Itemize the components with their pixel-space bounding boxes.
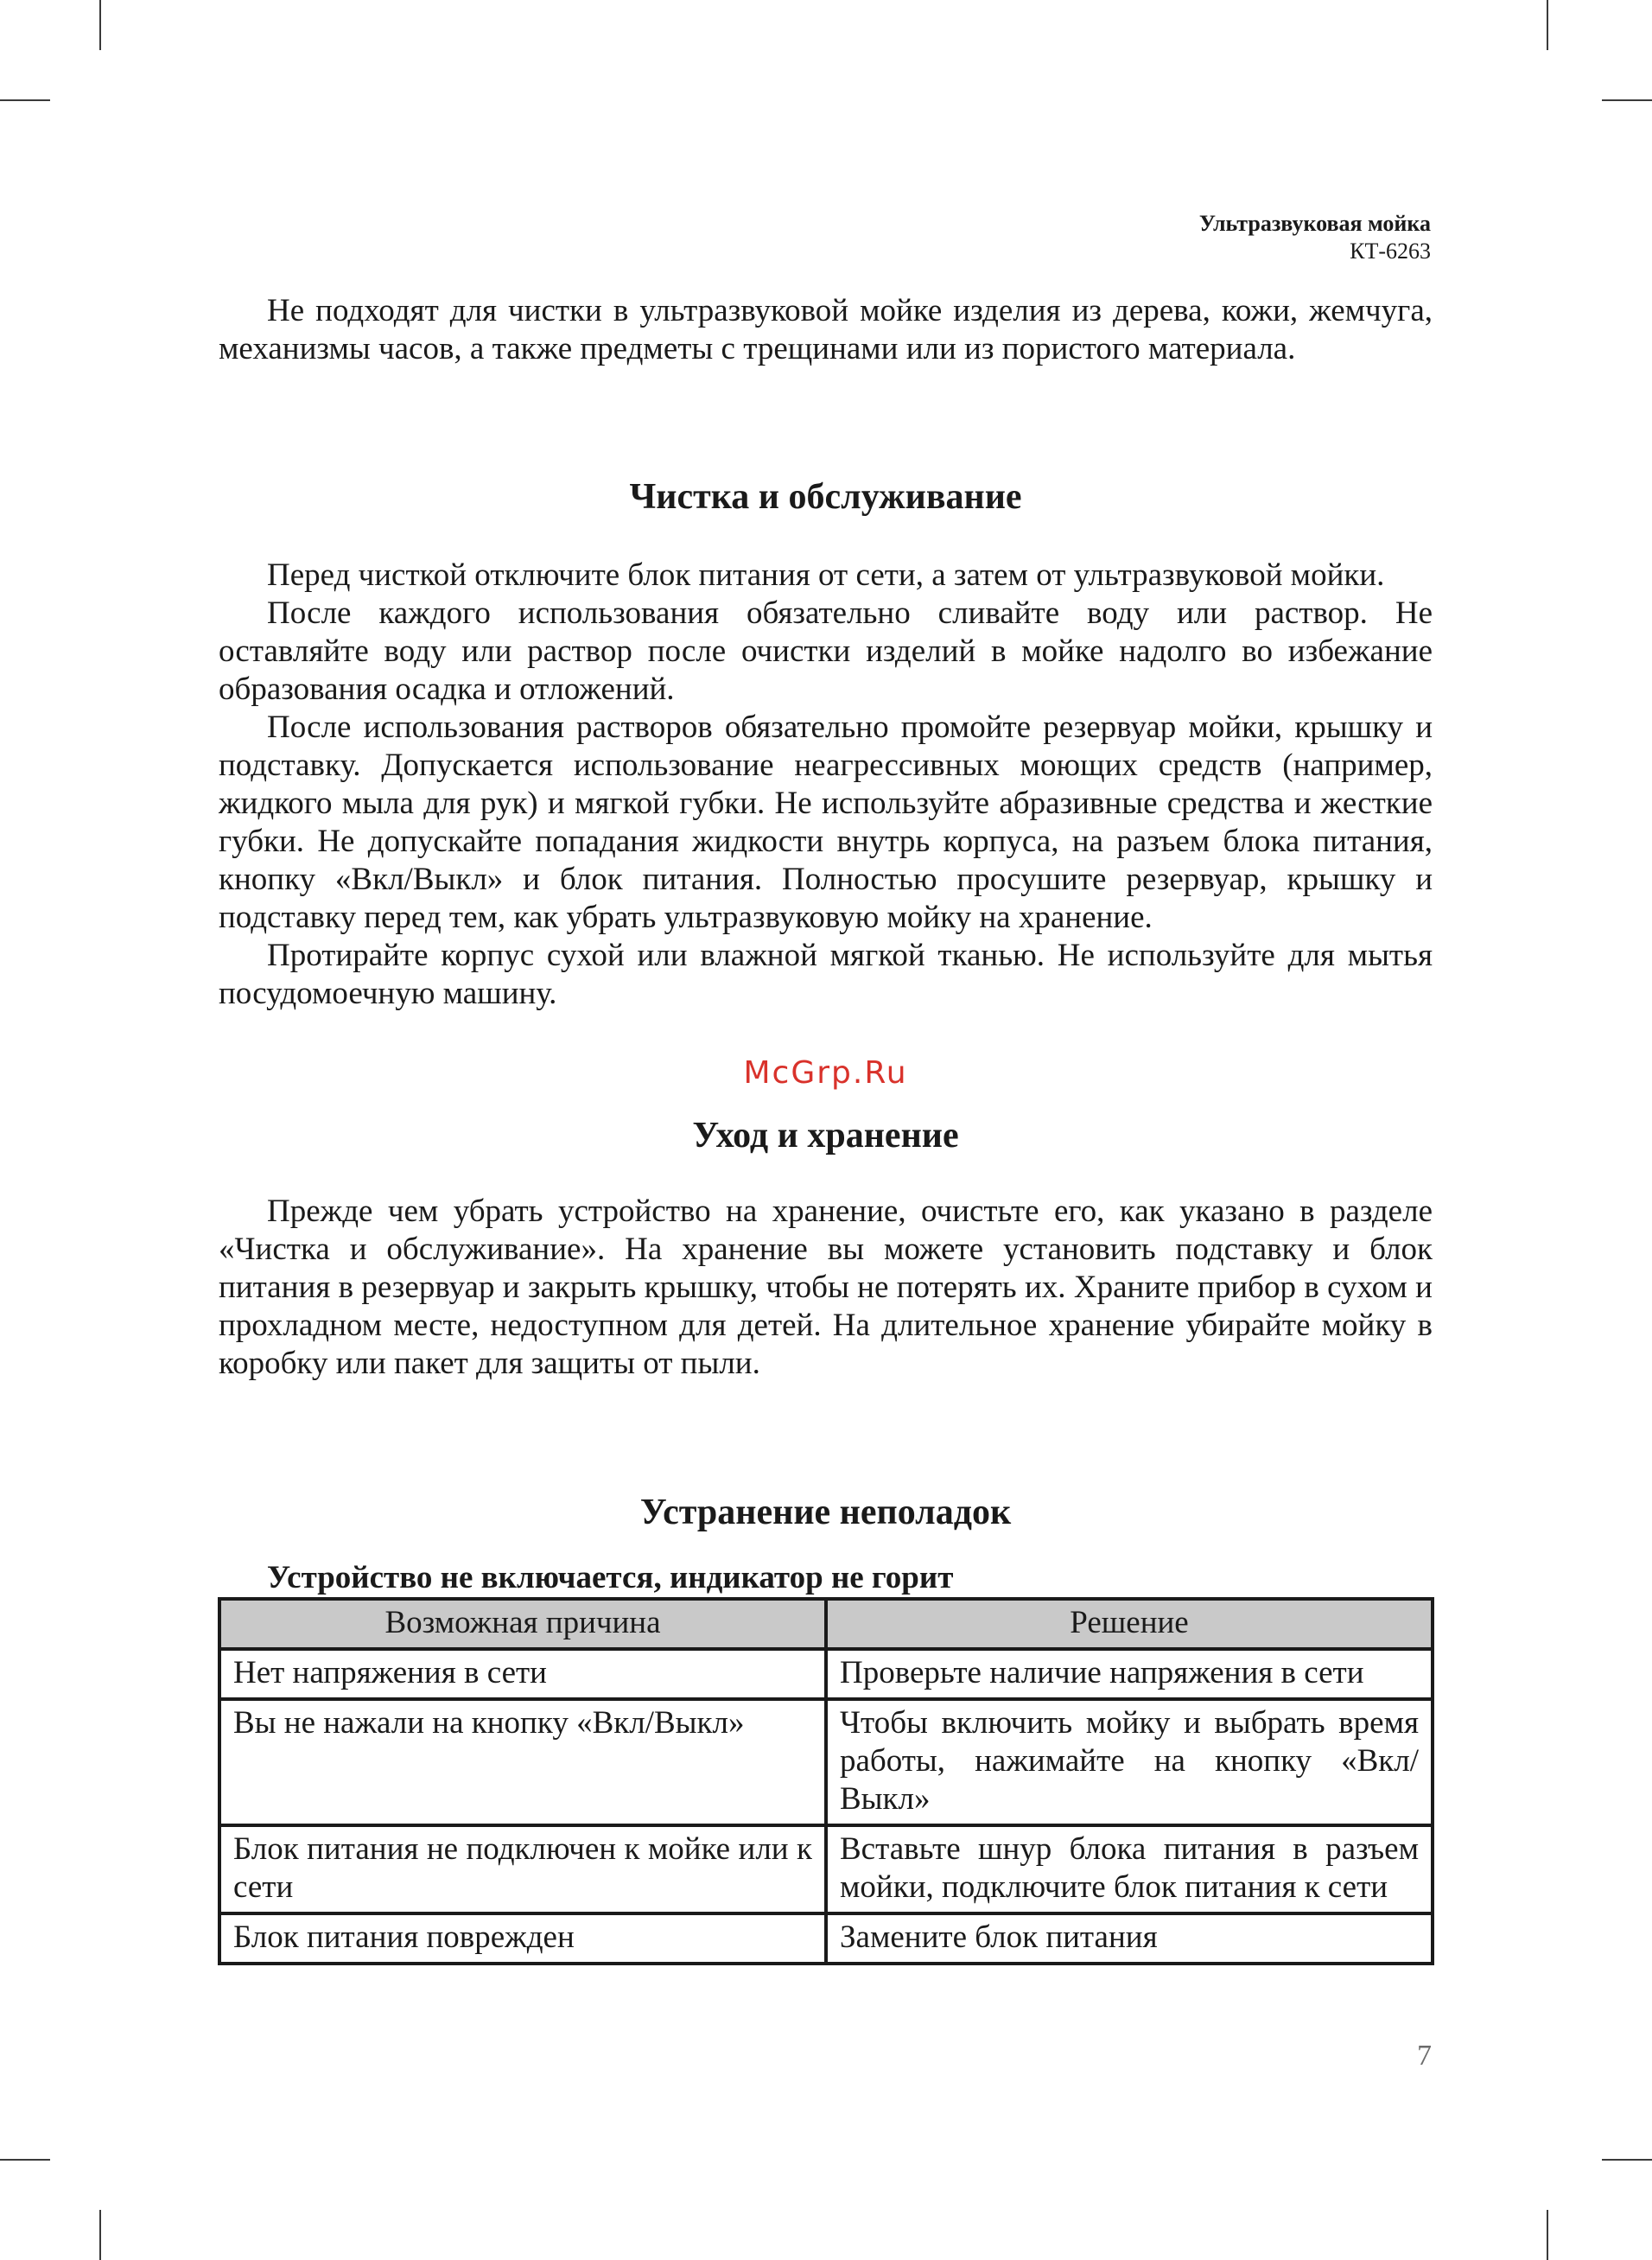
solution-cell: Вставьте шнур блока питания в разъем мойки, подключите блок питания к сети: [826, 1825, 1433, 1913]
intro-paragraph: Не подходят для чистки в ультразвуковой мойке изделия из дерева, кожи, жемчуга, механизмы часов, а также предметы с трещинами или из пористого материала.: [219, 293, 1433, 366]
troubleshooting-heading: Устранение неполадок: [639, 1493, 1012, 1532]
storage-paragraph: Прежде чем убрать устройство на хранение, очистьте его, как указано в разделе «Чистка и обслуживание». На хранение вы можете установить подставку и блок питания в резервуар и закрыть крышку, чтобы не потерять их. Храните прибор в сухом и прохладном месте, недоступном для детей. На длительное хранение убирайте мойку в коробку или пакет для защиты от пыли.: [219, 1194, 1433, 1381]
crop-mark: [1547, 0, 1548, 50]
crop-mark: [1602, 2159, 1652, 2161]
table-header-row: [219, 1599, 1433, 1649]
page-number: 7: [1417, 2040, 1432, 2072]
solution-cell: Замените блок питания: [826, 1913, 1433, 1964]
storage-heading: Уход и хранение: [692, 1116, 959, 1155]
crop-mark: [1602, 99, 1652, 101]
column-header-solution: Решение: [826, 1599, 1433, 1649]
cleaning-paragraph: После использования растворов обязательно промойте резервуар мойки, крышку и подставку. Допускается использование неагрессивных моющих средств (например, жидкого мыла для рук) и мягкой губки. Не используйте абразивные средства и жесткие губки. Не допускайте попадания жидкости внутрь корпуса, на разъем блока питания, кнопку «Вкл/Выкл» и блок питания. Полностью просушите резервуар, крышку и подставку перед тем, как убрать ультразвуковую мойку на хранение.: [219, 710, 1433, 935]
column-header-cause: Возможная причина: [219, 1599, 826, 1649]
cause-cell: Блок питания поврежден: [219, 1913, 826, 1964]
cause-cell: Блок питания не подключен к мойке или к сети: [219, 1825, 826, 1913]
solution-cell: Чтобы включить мойку и выбрать время работы, нажимайте на кнопку «Вкл/Выкл»: [826, 1699, 1433, 1825]
cleaning-heading: Чистка и обслуживание: [629, 477, 1022, 517]
cleaning-paragraph: После каждого использования обязательно сливайте воду или раствор. Не оставляйте воду или раствор после очистки изделий в мойке надолго во избежание образования осадка и отложений.: [219, 595, 1433, 707]
crop-mark: [1547, 2210, 1548, 2260]
table-row: [219, 1699, 1433, 1825]
crop-mark: [99, 2210, 101, 2260]
table-row: [219, 1649, 1433, 1699]
cause-cell: Нет напряжения в сети: [219, 1649, 826, 1699]
troubleshooting-subheading: Устройство не включается, индикатор не горит: [267, 1560, 954, 1595]
table-row: [219, 1825, 1433, 1913]
cleaning-paragraph: Перед чисткой отключите блок питания от сети, а затем от ультразвуковой мойки.: [267, 557, 1385, 593]
crop-mark: [0, 99, 50, 101]
crop-mark: [99, 0, 101, 50]
solution-cell: Проверьте наличие напряжения в сети: [826, 1649, 1433, 1699]
table-row: [219, 1913, 1433, 1964]
model-number: КТ-6263: [1350, 239, 1431, 264]
page-content: [219, 292, 1433, 1965]
product-title: Ультразвуковая мойка: [1198, 211, 1431, 236]
running-header: [1199, 210, 1431, 265]
crop-mark: [0, 2159, 50, 2161]
cause-cell: Вы не нажали на кнопку «Вкл/Выкл»: [219, 1699, 826, 1825]
watermark: McGrp.Ru: [743, 1055, 908, 1091]
cleaning-paragraph: Протирайте корпус сухой или влажной мягкой тканью. Не используйте для мытья посудомоечную машину.: [219, 938, 1433, 1011]
troubleshooting-table: [218, 1597, 1434, 1965]
